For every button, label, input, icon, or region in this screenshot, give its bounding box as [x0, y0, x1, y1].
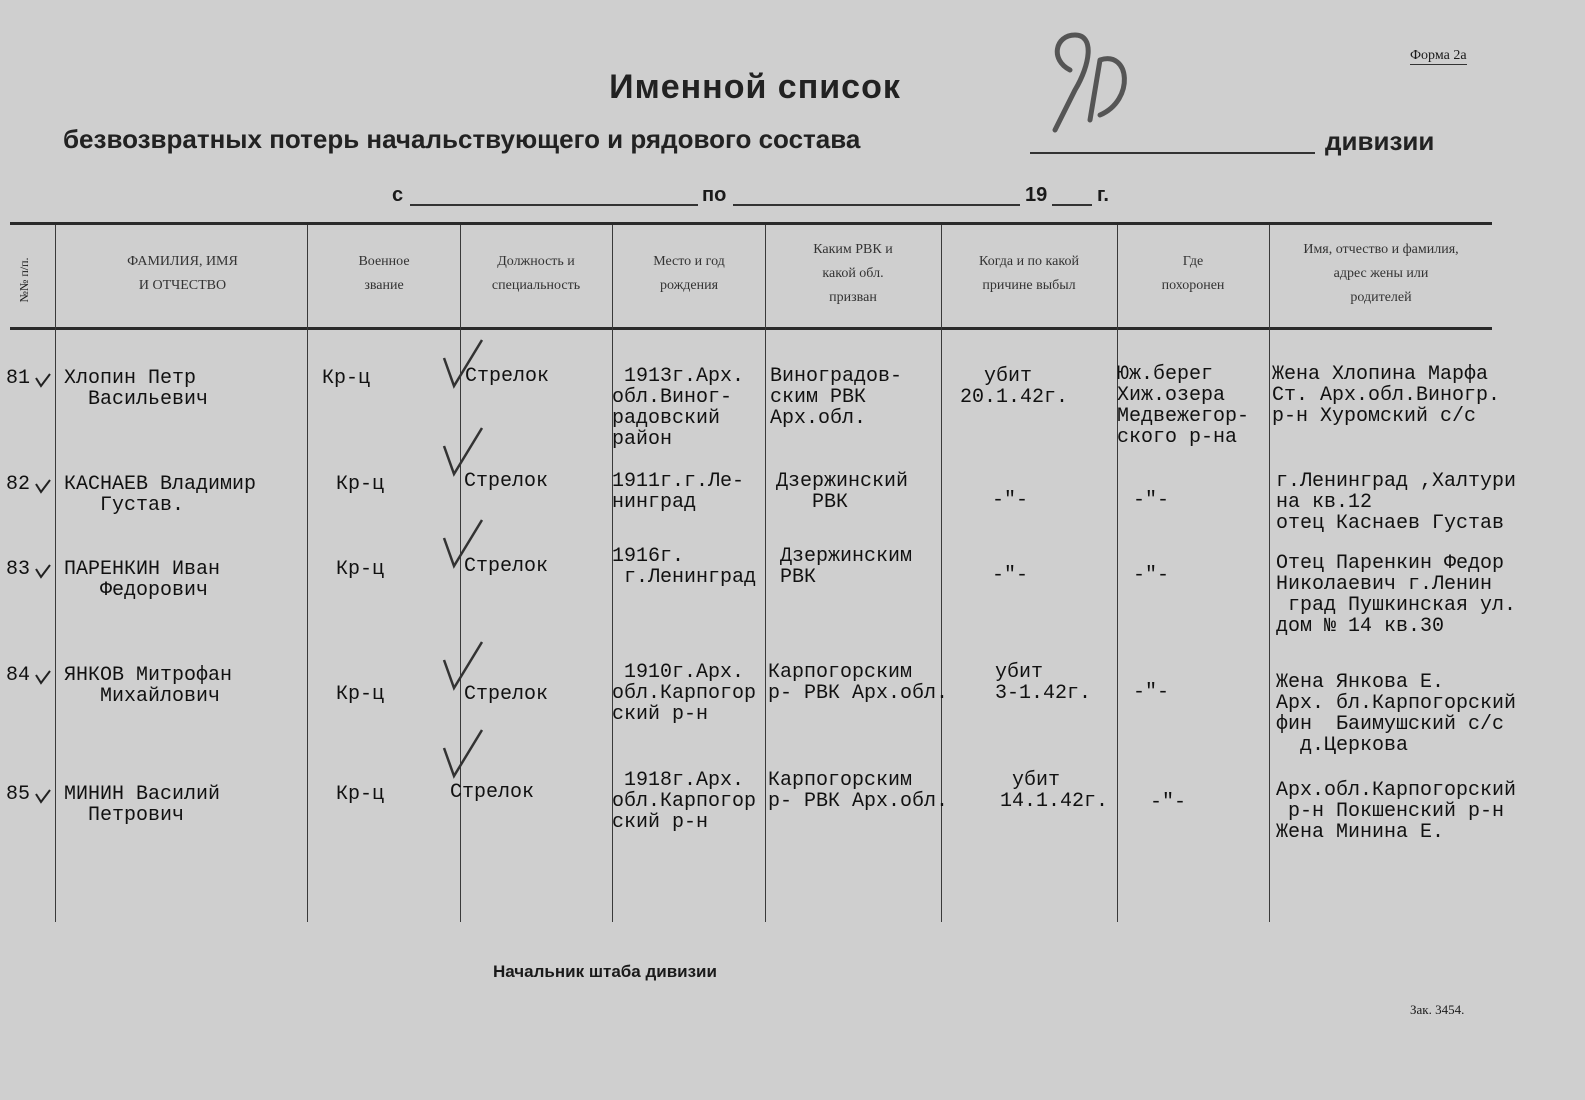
row-rvk: Дзержинским РВК [780, 545, 913, 589]
division-word: дивизии [1325, 126, 1435, 156]
row-name: КАСНАЕВ Владимир Густав. [64, 473, 257, 517]
row-birth: 1911г.г.Ле- нинград [612, 470, 745, 514]
row-birth: 1910г.Арх. обл.Карпогор ский р-н [612, 661, 757, 726]
order-number: Зак. 3454. [1410, 1002, 1465, 1017]
row-reason: -"- [992, 564, 1029, 587]
header-position: Должность и специальность [491, 254, 581, 293]
col-divider [460, 225, 461, 922]
row-birth: 1916г. г.Ленинград [612, 545, 757, 589]
checkmark-icon [440, 726, 486, 781]
header-reason: Когда и по какой причине выбыл [979, 254, 1079, 293]
row-position: Стрелок [464, 470, 549, 493]
row-relative: Отец Паренкин Федор Николаевич г.Ленин град Пушкинская ул. дом № 14 кв.30 [1276, 552, 1517, 638]
header-birth: Место и год рождения [653, 254, 725, 293]
row-relative: Арх.обл.Карпогорский р-н Покшенский р-н Жена Минина Е. [1276, 779, 1517, 844]
row-position: Стрелок [465, 365, 550, 388]
handwritten-mark-text: 90 [1030, 20, 1031, 21]
row-buried: -"- [1133, 564, 1170, 587]
row-name: ПАРЕНКИН Иван Федорович [64, 558, 221, 602]
checkmark-icon [440, 516, 486, 571]
header-number: №№ п/п. [17, 257, 31, 303]
row-number: 82 [6, 473, 31, 496]
row-rvk: Виноградов- ским РВК Арх.обл. [770, 365, 903, 430]
row-rank: Кр-ц [336, 558, 385, 581]
row-buried: -"- [1133, 489, 1170, 512]
checkmark-icon [440, 336, 486, 391]
tick-icon [34, 563, 52, 579]
row-buried: -"- [1150, 791, 1187, 814]
date-from-blank [410, 204, 698, 206]
row-reason: убит 3-1.42г. [995, 661, 1092, 705]
row-buried: Юж.берег Хиж.озера Медвежегор- ского р-на [1117, 363, 1250, 449]
date-year-suffix: г. [1097, 184, 1109, 206]
header-rvk: Каким РВК и какой обл. призван [813, 242, 893, 305]
col-divider [765, 225, 766, 922]
row-reason: -"- [992, 489, 1029, 512]
division-blank [1030, 152, 1315, 154]
checkmark-icon [440, 638, 486, 693]
tick-icon [34, 788, 52, 804]
date-to-label: по [702, 184, 727, 206]
row-number: 85 [6, 783, 31, 806]
row-number: 84 [6, 664, 31, 687]
row-relative: г.Ленинград ,Халтури на кв.12 отец Каснаев Густав [1276, 470, 1517, 535]
row-rank: Кр-ц [336, 783, 385, 806]
checkmark-icon [440, 424, 486, 479]
header-buried: Где похоронен [1161, 254, 1225, 293]
row-birth: 1918г.Арх. обл.Карпогор ский р-н [612, 769, 757, 834]
col-divider [1269, 225, 1270, 922]
header-rank: Военное звание [358, 254, 410, 293]
form-label: Форма 2а [1410, 48, 1467, 63]
row-rank: Кр-ц [336, 473, 385, 496]
col-divider [941, 225, 942, 922]
date-from-label: с [392, 184, 404, 206]
row-number: 81 [6, 367, 31, 390]
date-year-prefix: 19 [1025, 184, 1048, 206]
row-reason: убит 20.1.42г. [960, 365, 1069, 409]
row-number: 83 [6, 558, 31, 581]
footer-signature: Начальник штаба дивизии [493, 962, 717, 981]
header-relative: Имя, отчество и фамилия, адрес жены или родителей [1303, 242, 1459, 305]
tick-icon [34, 478, 52, 494]
row-position: Стрелок [450, 781, 535, 804]
row-rvk: Карпогорским р- РВК Арх.обл. [768, 769, 949, 813]
row-birth: 1913г.Арх. обл.Виног- радовский район [612, 365, 745, 451]
row-position: Стрелок [464, 683, 549, 706]
page-subtitle: безвозвратных потерь начальствующего и рядового состава [63, 124, 861, 154]
row-relative: Жена Янкова Е. Арх. бл.Карпогорский фин Баимушский с/с д.Церкова [1276, 671, 1517, 757]
row-reason: убит 14.1.42г. [1000, 769, 1109, 813]
row-rank: Кр-ц [322, 367, 371, 390]
row-buried: -"- [1133, 681, 1170, 704]
col-divider [307, 225, 308, 922]
row-rvk: Дзержинский РВК [776, 470, 909, 514]
row-rank: Кр-ц [336, 683, 385, 706]
row-name: ЯНКОВ Митрофан Михайлович [64, 664, 233, 708]
col-divider [55, 225, 56, 922]
col-divider [1117, 225, 1118, 922]
row-name: МИНИН Василий Петрович [64, 783, 221, 827]
tick-icon [34, 372, 52, 388]
date-to-blank [733, 204, 1020, 206]
row-relative: Жена Хлопина Марфа Ст. Арх.обл.Виногр. р-н Хуромский с/с [1272, 363, 1501, 428]
row-name: Хлопин Петр Васильевич [64, 367, 209, 411]
header-name: ФАМИЛИЯ, ИМЯ И ОТЧЕСТВО [127, 254, 238, 293]
page-title: Именной список [609, 68, 901, 106]
row-position: Стрелок [464, 555, 549, 578]
date-year-blank [1052, 204, 1092, 206]
row-rvk: Карпогорским р- РВК Арх.обл. [768, 661, 949, 705]
tick-icon [34, 669, 52, 685]
